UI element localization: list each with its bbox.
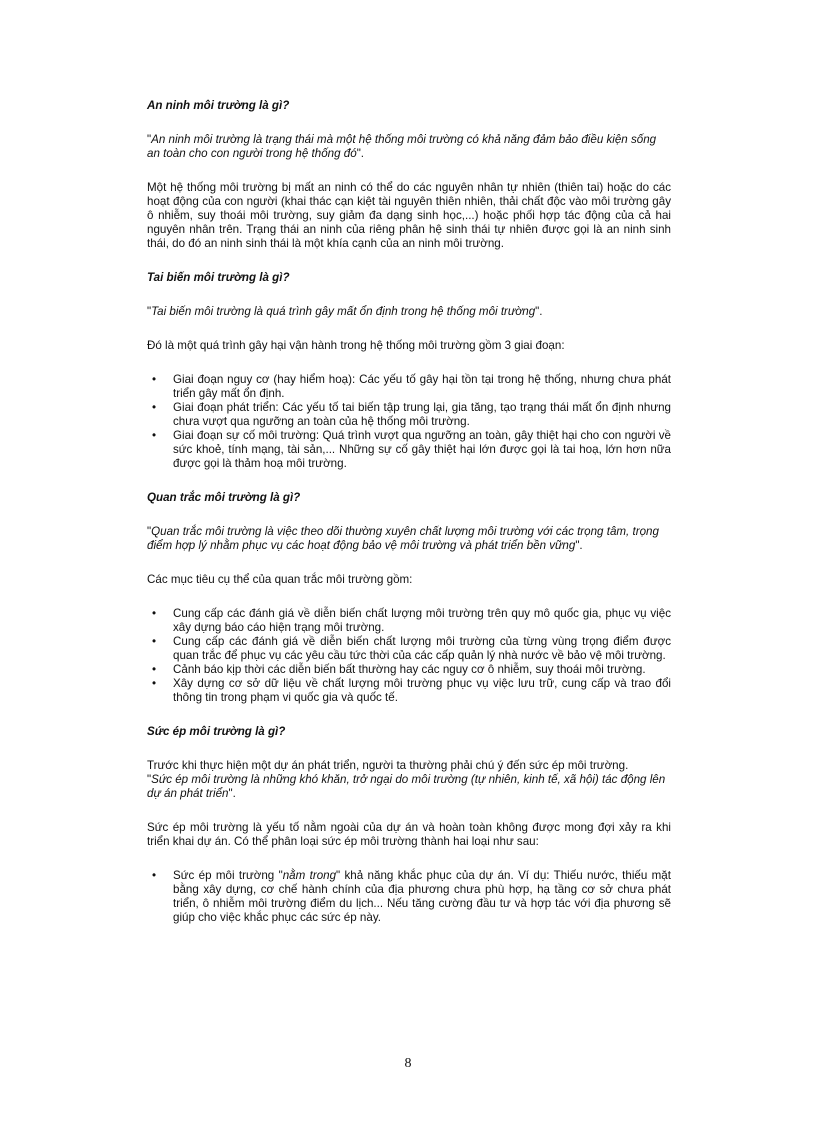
bullet-list-quan-trac (147, 607, 671, 705)
bullet-icon: • (152, 677, 157, 690)
paragraph-suc-ep: Sức ép môi trường là yếu tố nằm ngoài của dự án và hoàn toàn không được mong đợi xảy ra khi triển khai dự án. Có thể phân loại sức ép môi trường thành hai loại như sau: (147, 821, 671, 848)
definition-text: Tai biến môi trường là quá trình gây mất ổn định trong hệ thống môi trường (151, 305, 536, 318)
bullet-icon: • (152, 607, 157, 620)
list-item: • Xây dựng cơ sở dữ liệu về chất lượng môi trường phục vụ việc lưu trữ, cung cấp và trao đổi thông tin trong phạm vi quốc gia và quốc tế. (152, 677, 671, 704)
bullet-icon: • (152, 373, 157, 386)
list-item: • Giai đoạn nguy cơ (hay hiểm hoạ): Các yếu tố gây hại tồn tại trong hệ thống, nhưng chưa phát triển gây mất ổn định. (152, 373, 671, 400)
paragraph-suc-ep-definition: Trước khi thực hiện một dự án phát triển, người ta thường phải chú ý đến sức ép môi trường. "Sức ép môi trường là những khó khăn, trở ngại do môi trường (tự nhiên, kinh tế, xã hội) tác động lên dự án phát triển". (147, 759, 666, 800)
list-item: • Giai đoạn sự cố môi trường: Quá trình vượt qua ngưỡng an toàn, gây thiệt hại cho con người về sức khoẻ, tính mạng, tài sản,... Những sự cố gây thiệt hại lớn được gọi là tai hoạ, lớn hơn nữa được gọi là thảm hoạ môi trường. (152, 429, 671, 470)
bullet-icon: • (152, 401, 157, 414)
definition-text: Sức ép môi trường là những khó khăn, trở ngại do môi trường (tự nhiên, kinh tế, xã hội) tác động lên dự án phát triển (147, 773, 666, 800)
definition-an-ninh (147, 133, 671, 161)
quote-open: " (147, 133, 152, 146)
quote-open: " (147, 305, 152, 318)
heading-tai-bien: Tai biến môi trường là gì? (147, 271, 290, 284)
page-content (147, 99, 671, 945)
heading-an-ninh: An ninh môi trường là gì? (147, 99, 290, 112)
quote-close: ". (535, 305, 543, 318)
bullet-list-tai-bien (147, 373, 671, 471)
page-number: 8 (404, 1056, 412, 1071)
heading-quan-trac: Quan trắc môi trường là gì? (147, 491, 301, 504)
quote-open: " (147, 525, 152, 538)
definition-tai-bien (147, 305, 671, 319)
definition-text: Quan trắc môi trường là việc theo dõi thường xuyên chất lượng môi trường với các trọng tâm, trọng điểm hợp lý nhằm phục vụ các hoạt động bảo vệ môi trường và phát triển bền vững (147, 525, 659, 552)
quote-close: ". (228, 787, 236, 800)
definition-text: An ninh môi trường là trạng thái mà một hệ thống môi trường có khả năng đảm bảo điều kiện sống an toàn cho con người trong hệ thống đó (147, 133, 657, 160)
bullet-icon: • (152, 663, 157, 676)
bullet-list-suc-ep (147, 869, 671, 925)
quote-close: ". (575, 539, 583, 552)
list-item: • Cung cấp các đánh giá về diễn biến chất lượng môi trường trên quy mô quốc gia, phục vụ việc xây dựng báo cáo hiện trạng môi trường. (152, 607, 671, 634)
definition-quan-trac (147, 525, 671, 553)
bullet-icon: • (152, 429, 157, 442)
paragraph-an-ninh: Một hệ thống môi trường bị mất an ninh có thể do các nguyên nhân tự nhiên (thiên tai) hoặc do các hoạt động của con người (khai thác cạn kiệt tài nguyên thiên nhiên, thải chất độc vào môi trường gây ô nhiễm, suy thoái môi trường, suy giảm đa dạng sinh học,...) hoặc phối hợp tác động của cả hai nguyên nhân trên. Trạng thái an ninh của riêng phân hệ sinh thái tự nhiên được gọi là an ninh sinh thái, do đó an ninh sinh thái là một khía cạnh của an ninh môi trường. (147, 181, 671, 250)
list-item: • Sức ép môi trường "nằm trong" khả năng khắc phục của dự án. Ví dụ: Thiếu nước, thiếu mặt bằng xây dựng, cơ chế hành chính của địa phương chưa phù hợp, hạ tầng cơ sở chưa phát triển, ô nhiễm môi trường điểm du lịch... Nếu tăng cường đầu tư và hợp tác với địa phương sẽ giúp cho việc khắc phục các sức ép này. (152, 869, 671, 924)
quote-open: " (147, 773, 152, 786)
list-item: • Cung cấp các đánh giá về diễn biến chất lượng môi trường của từng vùng trọng điểm được quan trắc để phục vụ các yêu cầu tức thời của các cấp quản lý nhà nước về bảo vệ môi trường. (152, 635, 671, 662)
intro-quan-trac: Các mục tiêu cụ thể của quan trắc môi trường gồm: (147, 573, 413, 586)
heading-suc-ep: Sức ép môi trường là gì? (147, 725, 286, 738)
bullet-icon: • (152, 869, 157, 882)
list-item: • Giai đoạn phát triển: Các yếu tố tai biến tập trung lại, gia tăng, tạo trạng thái mất ổn định nhưng chưa vượt qua ngưỡng an toàn của hệ thống môi trường. (152, 401, 671, 428)
intro-tai-bien: Đó là một quá trình gây hại vận hành trong hệ thống môi trường gồm 3 giai đoạn: (147, 339, 565, 352)
list-item: • Cảnh báo kịp thời các diễn biến bất thường hay các nguy cơ ô nhiễm, suy thoái môi trường. (152, 663, 646, 676)
quote-close: ". (356, 147, 365, 160)
bullet-icon: • (152, 635, 157, 648)
